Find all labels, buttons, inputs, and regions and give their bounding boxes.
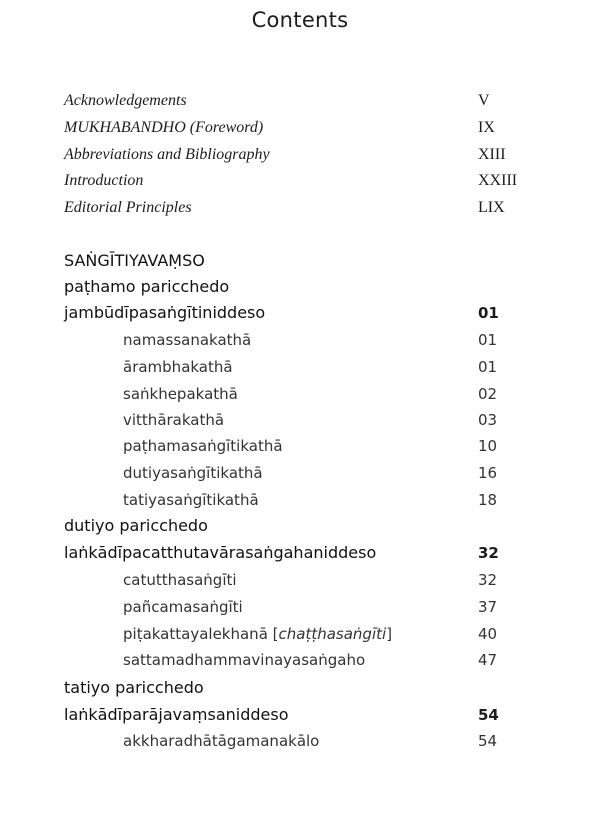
toc-page-number: 47 xyxy=(478,651,498,669)
toc-entry-label xyxy=(123,621,392,647)
toc-entry-label-italic: chaṭṭhasaṅgīti xyxy=(278,625,387,643)
toc-page-number: 18 xyxy=(478,491,498,509)
toc-entry-label: tatiyasaṅgītikathā xyxy=(123,491,259,509)
toc-page-number: 16 xyxy=(478,464,498,482)
toc-entry[interactable] xyxy=(0,460,600,486)
toc-entry[interactable] xyxy=(0,354,600,380)
toc-entry-foreword[interactable] xyxy=(0,115,600,141)
toc-entry-label: MUKHABANDHO (Foreword) xyxy=(64,119,264,136)
toc-section-2[interactable] xyxy=(0,540,600,566)
toc-entry[interactable] xyxy=(0,381,600,407)
chapter-heading: tatiyo paricchedo xyxy=(64,678,204,697)
toc-section-label: laṅkādīparājavaṃsaniddeso xyxy=(64,705,289,724)
toc-entry-editorial-principles[interactable] xyxy=(0,195,600,221)
toc-entry[interactable] xyxy=(0,567,600,593)
toc-entry[interactable] xyxy=(0,433,600,459)
chapter-heading-1 xyxy=(0,274,600,300)
chapter-heading-2 xyxy=(0,513,600,539)
toc-page-number: 02 xyxy=(478,385,498,403)
toc-section-label: laṅkādīpacatthutavārasaṅgahaniddeso xyxy=(64,543,377,562)
toc-entry-acknowledgements[interactable] xyxy=(0,88,600,114)
toc-section-1[interactable] xyxy=(0,300,600,326)
toc-entry-label: namassanakathā xyxy=(123,331,252,349)
toc-page-number: IX xyxy=(478,119,495,136)
toc-page-number: 54 xyxy=(478,732,498,750)
toc-entry-label: Introduction xyxy=(64,172,144,189)
toc-entry-label: akkharadhātāgamanakālo xyxy=(123,732,320,750)
toc-page-number: 10 xyxy=(478,437,498,455)
toc-page-number: 01 xyxy=(478,358,498,376)
toc-page-number: 37 xyxy=(478,598,498,616)
toc-page-number: XXIII xyxy=(478,172,518,189)
toc-entry-label: Editorial Principles xyxy=(64,199,192,216)
toc-entry-label: sattamadhammavinayasaṅgaho xyxy=(123,651,366,669)
toc-entry-label: paṭhamasaṅgītikathā xyxy=(123,437,283,455)
toc-entry-label: ārambhakathā xyxy=(123,358,233,376)
toc-entry-abbreviations[interactable] xyxy=(0,142,600,168)
toc-page-number: XIII xyxy=(478,146,506,163)
toc-entry-label: Abbreviations and Bibliography xyxy=(64,146,270,163)
toc-page-number: 54 xyxy=(478,706,499,724)
toc-page-number: V xyxy=(478,92,490,109)
toc-entry[interactable] xyxy=(0,647,600,673)
toc-entry[interactable] xyxy=(0,407,600,433)
toc-section-3[interactable] xyxy=(0,702,600,728)
toc-entry[interactable] xyxy=(0,487,600,513)
toc-entry-label: vitthārakathā xyxy=(123,411,225,429)
toc-page-number: 32 xyxy=(478,571,498,589)
toc-entry-label: dutiyasaṅgītikathā xyxy=(123,464,263,482)
toc-entry-label-end: ] xyxy=(386,625,393,643)
toc-page-number: 01 xyxy=(478,304,499,322)
toc-entry-label: catutthasaṅgīti xyxy=(123,571,237,589)
chapter-heading-3 xyxy=(0,675,600,701)
page-title: Contents xyxy=(251,8,349,32)
toc-entry-label: saṅkhepakathā xyxy=(123,385,238,403)
part-title: SAṄGĪTIYAVAṂSO xyxy=(64,251,205,270)
toc-page-number: 03 xyxy=(478,411,498,429)
toc-entry[interactable] xyxy=(0,594,600,620)
toc-entry-label: pañcamasaṅgīti xyxy=(123,598,243,616)
toc-entry-label: Acknowledgements xyxy=(64,92,187,109)
toc-entry-introduction[interactable] xyxy=(0,168,600,194)
toc-page-number: LIX xyxy=(478,199,505,216)
chapter-heading: dutiyo paricchedo xyxy=(64,516,208,535)
part-title-row xyxy=(0,248,600,274)
toc-entry[interactable] xyxy=(0,621,600,647)
chapter-heading: paṭhamo paricchedo xyxy=(64,277,230,296)
toc-entry[interactable] xyxy=(0,327,600,353)
toc-page-number: 01 xyxy=(478,331,498,349)
toc-section-label: jambūdīpasaṅgītiniddeso xyxy=(64,303,266,322)
toc-page-number: 40 xyxy=(478,625,498,643)
toc-entry[interactable] xyxy=(0,728,600,754)
toc-page-number: 32 xyxy=(478,544,499,562)
toc-entry-label-main: piṭakattayalekhanā [ xyxy=(123,625,279,643)
